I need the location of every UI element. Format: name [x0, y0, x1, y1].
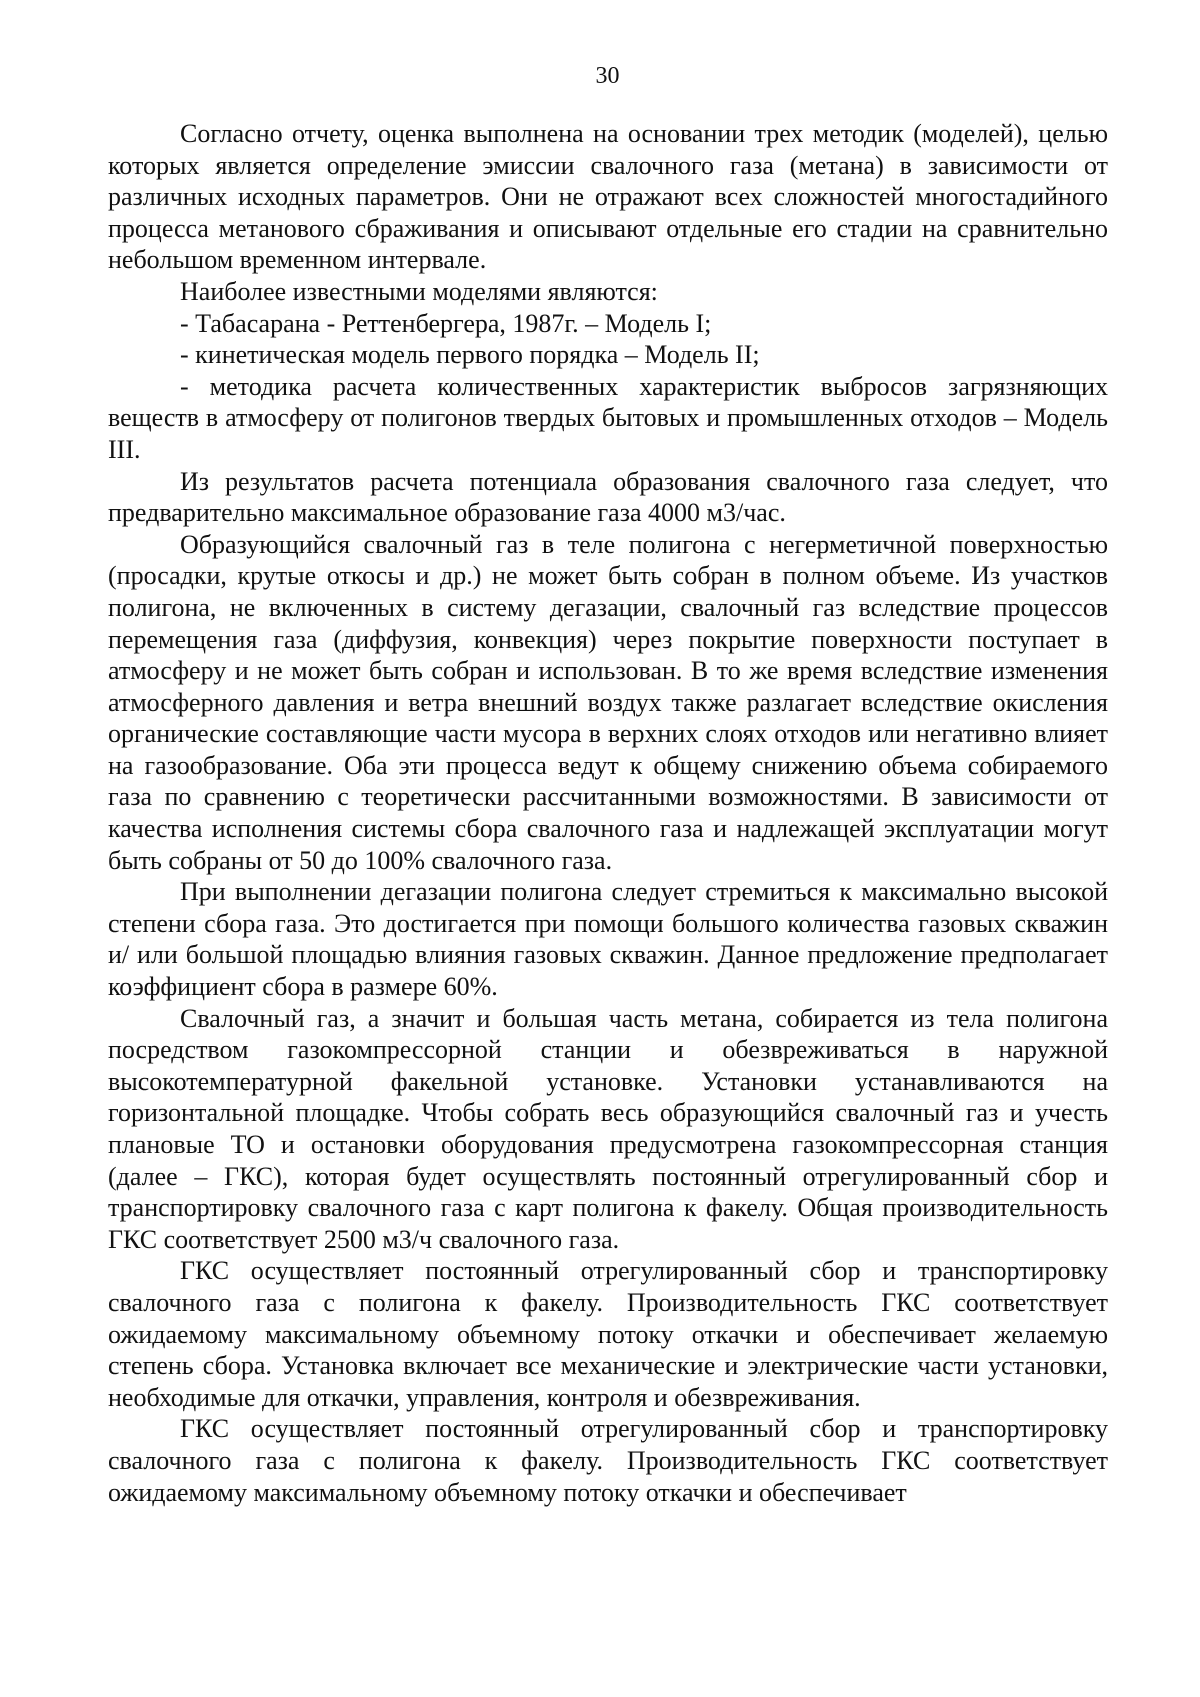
paragraph-degassing: При выполнении дегазации полигона следует стремиться к максимально высокой степени сбора газа. Это достигается при помощи большого количества газовых скважин и/ или большой площадью влияния газовых скважин. Данное предложение предполагает коэффициент сбора в размере 60%. [108, 877, 1108, 1002]
paragraph-methodologies-intro: Согласно отчету, оценка выполнена на основании трех методик (моделей), целью которых является определение эмиссии свалочного газа (метана) в зависимости от различных исходных параметров. Они не отражают всех сложностей многостадийного процесса метанового сбраживания и описывают отдельные его стадии на сравнительно небольшом временном интервале. [108, 119, 1108, 275]
list-item-model-2: - кинетическая модель первого порядка – Модель II; [180, 340, 760, 370]
page-number: 30 [595, 63, 620, 89]
paragraph-gas-potential: Из результатов расчета потенциала образования свалочного газа следует, что предварительно максимальное образование газа 4000 м3/час. [108, 466, 1108, 528]
paragraph-gks-description: ГКС осуществляет постоянный отрегулированный сбор и транспортировку свалочного газа с полигона к факелу. Производительность ГКС соответствует ожидаемому максимальному объемному потоку откачки и обеспечивает желаемую степень сбора. Установка включает все механические и электрические части установки, необходимые для откачки, управления, контроля и обезвреживания. [108, 1256, 1108, 1412]
body-text [108, 118, 1108, 1508]
paragraph-gas-collection-losses: Образующийся свалочный газ в теле полигона с негерметичной поверхностью (просадки, крутые откосы и др.) не может быть собран в полном объеме. Из участков полигона, не включенных в систему дегазации, свалочный газ вследствие процессов перемещения газа (диффузия, конвекция) через покрытие поверхности поступает в атмосферу и не может быть собран и использован. В то же время вследствие изменения атмосферного давления и ветра внешний воздух также разлагает вследствие окисления органические составляющие части мусора в верхних слоях отходов или негативно влияет на газообразование. Оба эти процесса ведут к общему снижению объема собираемого газа по сравнению с теоретически рассчитанными возможностями. В зависимости от качества исполнения системы сбора свалочного газа и надлежащей эксплуатации могут быть собраны от 50 до 100% свалочного газа. [108, 529, 1108, 875]
paragraph-gks-description-repeat: ГКС осуществляет постоянный отрегулированный сбор и транспортировку свалочного газа с полигона к факелу. Производительность ГКС соответствует ожидаемому максимальному объемному потоку откачки и обеспечивает [108, 1414, 1108, 1507]
list-item-model-1: - Табасарана - Реттенбергера, 1987г. – Модель I; [180, 308, 712, 338]
list-item-model-3: - методика расчета количественных характеристик выбросов загрязняющих веществ в атмосферу от полигонов твердых бытовых и промышленных отходов – Модель III. [108, 371, 1108, 464]
paragraph-compressor-station: Свалочный газ, а значит и большая часть метана, собирается из тела полигона посредством газокомпрессорной станции и обезвреживаться в наружной высокотемпературной факельной установке. Установки устанавливаются на горизонтальной площадке. Чтобы собрать весь образующийся свалочный газ и учесть плановые ТО и остановки оборудования предусмотрена газокомпрессорная станция (далее – ГКС), которая будет осуществлять постоянный отрегулированный сбор и транспортировку свалочного газа с карт полигона к факелу. Общая производительность ГКС соответствует 2500 м3/ч свалочного газа. [108, 1003, 1108, 1254]
paragraph-models-heading: Наиболее известными моделями являются: [180, 276, 658, 306]
